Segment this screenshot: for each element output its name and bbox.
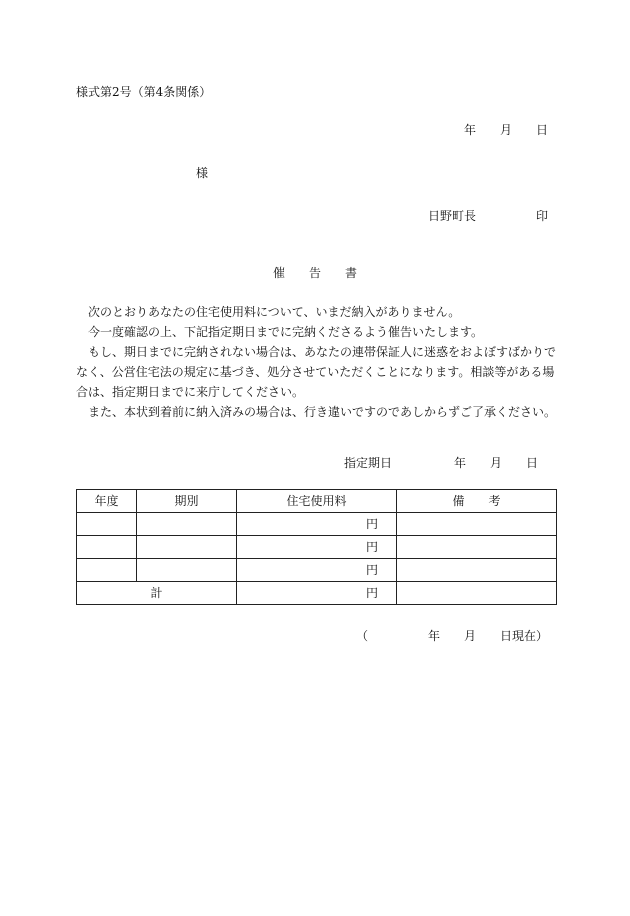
body-paragraph: 次のとおりあなたの住宅使用料について、いまだ納入がありません。 — [88, 305, 461, 319]
total-note — [397, 582, 557, 605]
cell-note — [397, 559, 557, 582]
cell-period — [137, 559, 237, 582]
due-date-label: 指定期日 — [343, 456, 392, 470]
body-paragraph: 今一度確認の上、下記指定期日までに完納くださるよう催告いたします。 — [88, 325, 484, 339]
cell-year — [77, 536, 137, 559]
document-title: 催 告 書 — [272, 266, 357, 280]
table-header-row — [77, 490, 557, 513]
table-row — [77, 513, 557, 536]
total-amount: 円 — [237, 582, 397, 605]
cell-period — [137, 536, 237, 559]
cell-amount: 円 — [237, 536, 397, 559]
cell-year — [77, 559, 137, 582]
cell-amount: 円 — [237, 513, 397, 536]
recipient-suffix: 様 — [196, 166, 209, 180]
column-header-note: 備 考 — [397, 490, 557, 513]
body-paragraph: もし、期日までに完納されない場合は、あなたの連帯保証人に迷惑をおよぼすばかりでなく、公営住宅法の規定に基づき、処分させていただくことになります。相談等がある場合は、指定期日までに来庁してください。 — [76, 345, 557, 399]
cell-period — [137, 513, 237, 536]
column-header-amount: 住宅使用料 — [237, 490, 397, 513]
issue-date: 年 月 日 — [463, 123, 548, 137]
table-row — [77, 559, 557, 582]
table-total-row — [77, 582, 557, 605]
cell-note — [397, 536, 557, 559]
form-number: 様式第2号（第4条関係） — [76, 85, 212, 99]
table-row — [77, 536, 557, 559]
issuer-seal: 日野町長 印 — [427, 209, 548, 223]
column-header-year: 年度 — [77, 490, 137, 513]
body-paragraph: また、本状到着前に納入済みの場合は、行き違いですのであしからずご了承ください。 — [88, 405, 557, 419]
column-header-period: 期別 — [137, 490, 237, 513]
as-of-date: （ 年 月 日現在） — [355, 629, 548, 643]
due-date-value: 年 月 日 — [453, 456, 538, 470]
due-date-line — [344, 455, 538, 471]
cell-note — [397, 513, 557, 536]
rent-table — [76, 489, 557, 605]
body-text — [76, 302, 558, 422]
total-label: 計 — [77, 582, 237, 605]
cell-year — [77, 513, 137, 536]
cell-amount: 円 — [237, 559, 397, 582]
